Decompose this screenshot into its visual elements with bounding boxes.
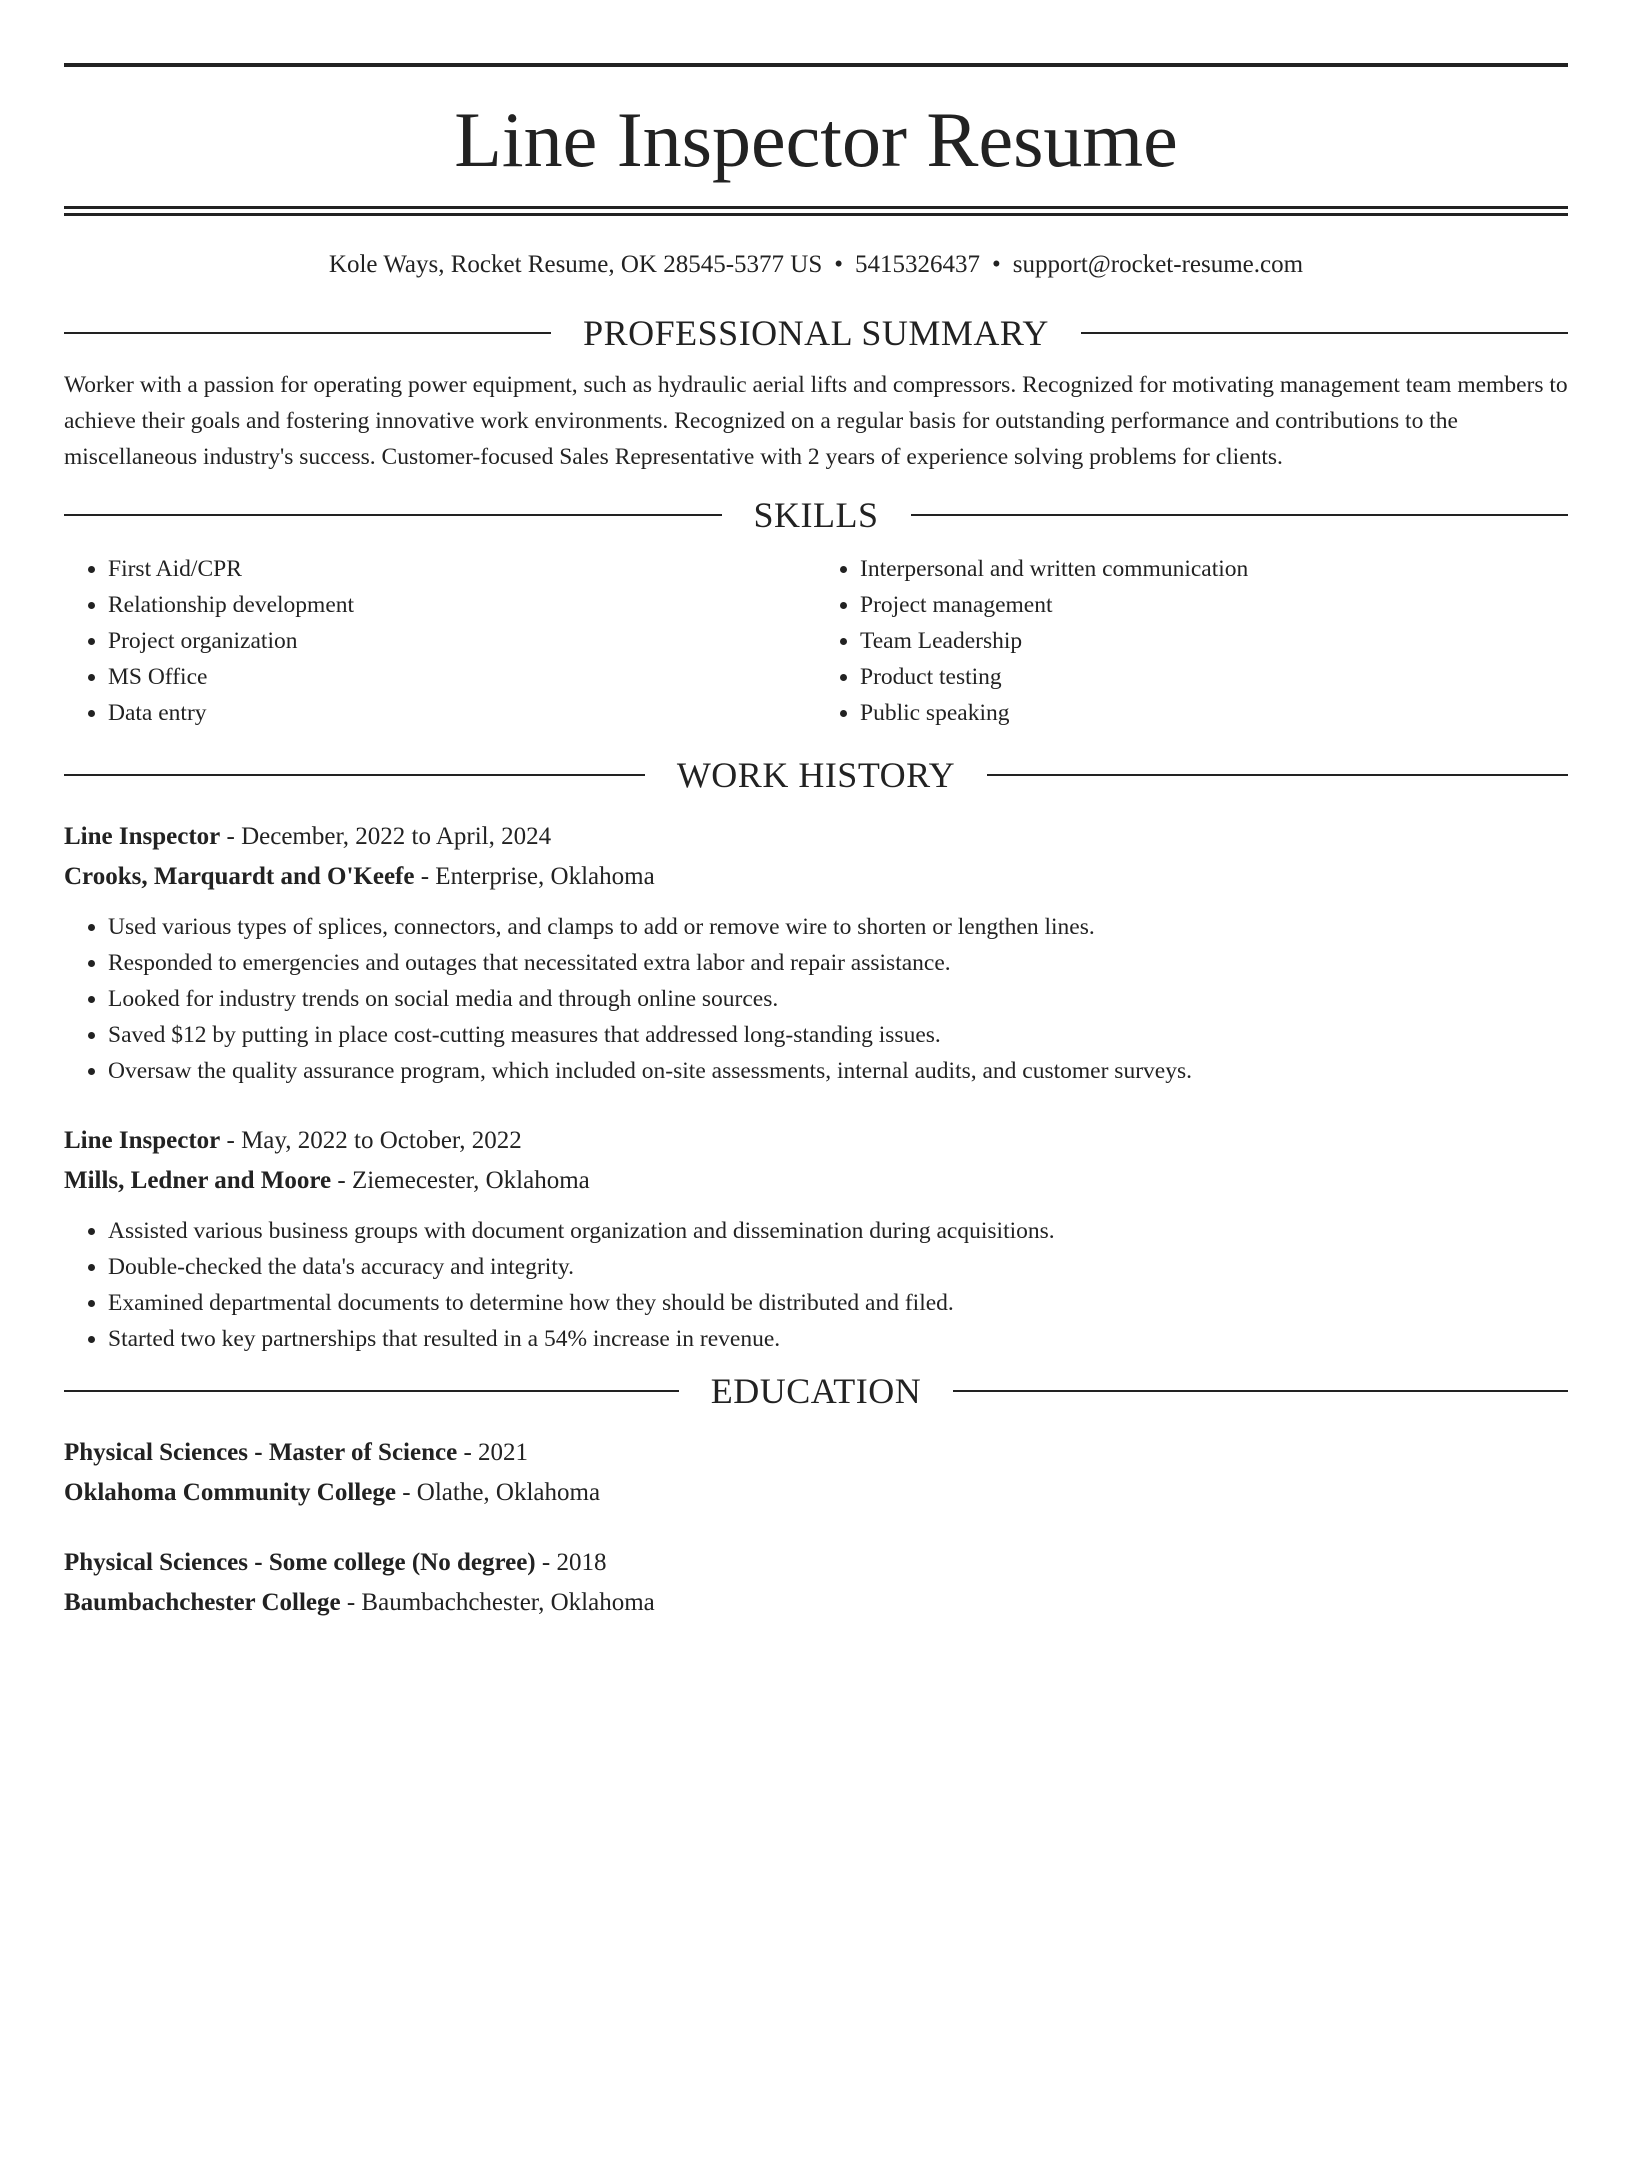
education-school-line <box>64 1583 1568 1623</box>
section-rule <box>987 774 1568 776</box>
job-title-line <box>64 817 1568 857</box>
section-rule <box>1081 332 1568 334</box>
education-school: Oklahoma Community College <box>64 1479 396 1506</box>
job-title-line <box>64 1121 1568 1161</box>
education-degree: Physical Sciences - Master of Science <box>64 1439 458 1466</box>
education-year: 2021 <box>478 1439 529 1466</box>
summary-text: Worker with a passion for operating power equipment, such as hydraulic aerial lifts and compressors. Recognized for motivating management team members to achieve their goals and fostering innovative work environments. Recognized on a regular basis for outstanding performance and contributions to the miscellaneous industry's success. Customer-focused Sales Representative with 2 years of experience solving problems for clients. <box>64 372 1568 470</box>
contact-address: Kole Ways, Rocket Resume, OK 28545-5377 US <box>328 251 823 278</box>
skills-list <box>64 551 1568 731</box>
dash-separator: - <box>340 1589 362 1616</box>
dash-separator: - <box>535 1549 557 1576</box>
skill-item: • First Aid/CPR <box>108 551 816 587</box>
job-company: Crooks, Marquardt and O'Keefe <box>64 863 415 890</box>
work-heading <box>64 755 1568 795</box>
section-title: SKILLS <box>753 495 879 535</box>
education-degree-line <box>64 1433 1568 1473</box>
skill-item: • Project organization <box>108 623 816 659</box>
resume-title: Line Inspector Resume <box>454 96 1178 183</box>
job-entry <box>64 817 1568 1089</box>
job-location: Enterprise, Oklahoma <box>435 863 655 890</box>
header-double-rule <box>64 206 1568 216</box>
section-rule <box>64 514 722 516</box>
skills-column-right <box>816 551 1568 731</box>
skill-item: • Relationship development <box>108 587 816 623</box>
contact-line <box>64 250 1568 280</box>
job-bullet: • Responded to emergencies and outages that necessitated extra labor and repair assistance. <box>108 945 1568 981</box>
dash-separator: - <box>220 823 242 850</box>
job-bullet: • Started two key partnerships that resulted in a 54% increase in revenue. <box>108 1321 1568 1357</box>
summary-heading <box>64 313 1568 353</box>
dash-separator: - <box>414 863 436 890</box>
section-title: EDUCATION <box>710 1371 922 1411</box>
job-company: Mills, Ledner and Moore <box>64 1167 332 1194</box>
contact-separator: • <box>834 251 843 278</box>
header-top-rule <box>64 63 1568 67</box>
section-title: PROFESSIONAL SUMMARY <box>583 313 1049 353</box>
job-location: Ziemecester, Oklahoma <box>351 1167 590 1194</box>
job-bullet: • Looked for industry trends on social media and through online sources. <box>108 981 1568 1017</box>
job-bullets <box>64 1213 1568 1357</box>
job-bullet: • Assisted various business groups with document organization and dissemination during acquisitions. <box>108 1213 1568 1249</box>
dash-separator: - <box>457 1439 479 1466</box>
job-bullet: • Double-checked the data's accuracy and integrity. <box>108 1249 1568 1285</box>
skill-item: • Data entry <box>108 695 816 731</box>
education-location: Olathe, Oklahoma <box>416 1479 601 1506</box>
education-degree-line <box>64 1543 1568 1583</box>
education-school: Baumbachchester College <box>64 1589 341 1616</box>
job-bullet: • Examined departmental documents to determine how they should be distributed and filed. <box>108 1285 1568 1321</box>
dash-separator: - <box>395 1479 417 1506</box>
job-bullets <box>64 909 1568 1089</box>
job-bullet: • Saved $12 by putting in place cost-cutting measures that addressed long-standing issues. <box>108 1017 1568 1053</box>
job-bullet: • Used various types of splices, connectors, and clamps to add or remove wire to shorten or lengthen lines. <box>108 909 1568 945</box>
skill-item: • Public speaking <box>860 695 1568 731</box>
job-company-line <box>64 857 1568 897</box>
section-rule <box>64 774 645 776</box>
section-rule <box>911 514 1569 516</box>
resume-page <box>0 63 1632 2175</box>
dash-separator: - <box>220 1127 242 1154</box>
skill-item: • Project management <box>860 587 1568 623</box>
section-title: WORK HISTORY <box>676 755 956 795</box>
section-rule <box>64 1390 679 1392</box>
skill-item: • Team Leadership <box>860 623 1568 659</box>
education-location: Baumbachchester, Oklahoma <box>361 1589 655 1616</box>
job-bullet: • Oversaw the quality assurance program, which included on-site assessments, internal audits, and customer surveys. <box>108 1053 1568 1089</box>
education-year: 2018 <box>556 1549 607 1576</box>
skill-item: • MS Office <box>108 659 816 695</box>
skills-column-left <box>64 551 816 731</box>
contact-email: support@rocket-resume.com <box>1012 251 1304 278</box>
education-heading <box>64 1371 1568 1411</box>
contact-separator: • <box>992 251 1001 278</box>
section-rule <box>953 1390 1568 1392</box>
skill-item: • Product testing <box>860 659 1568 695</box>
job-dates: December, 2022 to April, 2024 <box>241 823 552 850</box>
job-title: Line Inspector <box>64 1127 221 1154</box>
section-rule <box>64 332 551 334</box>
job-dates: May, 2022 to October, 2022 <box>241 1127 522 1154</box>
education-entry <box>64 1433 1568 1513</box>
education-entry <box>64 1543 1568 1623</box>
skills-heading <box>64 495 1568 535</box>
job-company-line <box>64 1161 1568 1201</box>
skill-item: • Interpersonal and written communication <box>860 551 1568 587</box>
education-degree: Physical Sciences - Some college (No degree) <box>64 1549 536 1576</box>
job-title: Line Inspector <box>64 823 221 850</box>
dash-separator: - <box>331 1167 352 1194</box>
job-entry <box>64 1121 1568 1357</box>
education-school-line <box>64 1473 1568 1513</box>
contact-phone: 5415326437 <box>855 251 980 278</box>
